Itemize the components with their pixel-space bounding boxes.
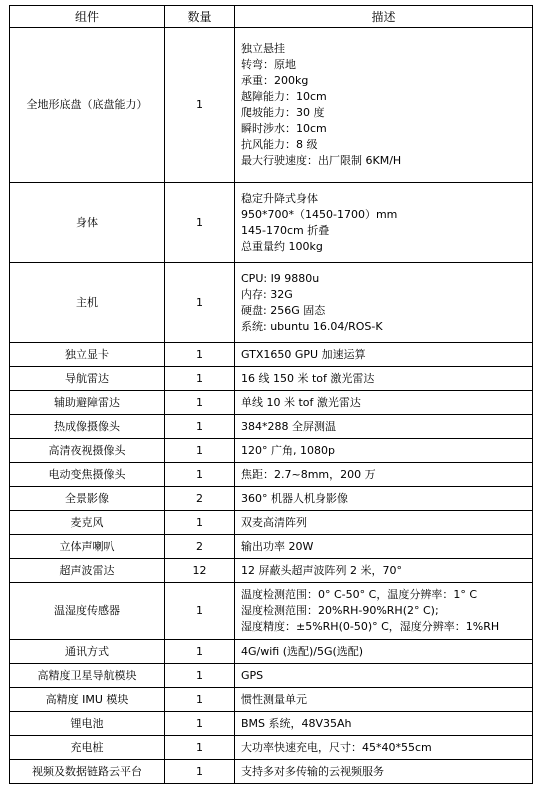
component-name: 高精度卫星导航模块 <box>10 664 165 688</box>
component-name: 电动变焦摄像头 <box>10 463 165 487</box>
component-description <box>235 28 533 183</box>
table-row <box>10 664 533 688</box>
description-line: 焦距：2.7~8mm，200 万 <box>241 467 376 481</box>
description-line: 120° 广角, 1080p <box>241 443 335 457</box>
component-quantity: 1 <box>165 712 235 736</box>
component-name: 独立显卡 <box>10 343 165 367</box>
description-line: 384*288 全屏测温 <box>241 419 336 433</box>
description-line: 大功率快速充电，尺寸：45*40*55cm <box>241 740 432 754</box>
component-quantity: 1 <box>165 343 235 367</box>
component-name: 全景影像 <box>10 487 165 511</box>
description-line: 12 屏蔽头超声波阵列 2 米，70° <box>241 563 402 577</box>
component-name: 充电桩 <box>10 736 165 760</box>
table-row <box>10 736 533 760</box>
header-component: 组件 <box>10 6 165 28</box>
table-row <box>10 688 533 712</box>
component-name: 超声波雷达 <box>10 559 165 583</box>
component-quantity: 1 <box>165 664 235 688</box>
description-line: 145-170cm 折叠 <box>241 223 330 237</box>
component-quantity: 2 <box>165 535 235 559</box>
component-description <box>235 712 533 736</box>
table-row <box>10 439 533 463</box>
component-name: 立体声喇叭 <box>10 535 165 559</box>
table-row <box>10 367 533 391</box>
component-quantity: 1 <box>165 263 235 343</box>
component-quantity: 1 <box>165 736 235 760</box>
description-line: 双麦高清阵列 <box>241 515 307 529</box>
description-line: 输出功率 20W <box>241 539 314 553</box>
description-line: 独立悬挂 <box>241 42 285 55</box>
description-line: 950*700*（1450-1700）mm <box>241 207 398 221</box>
description-line: CPU: I9 9880u <box>241 271 320 285</box>
description-line: 系统: ubuntu 16.04/ROS-K <box>241 319 383 333</box>
component-quantity: 1 <box>165 415 235 439</box>
description-line: 瞬时涉水：10cm <box>241 122 327 135</box>
component-description <box>235 511 533 535</box>
description-line: 最大行驶速度：出厂限制 6KM/H <box>241 154 402 167</box>
component-name: 辅助避障雷达 <box>10 391 165 415</box>
component-quantity: 1 <box>165 439 235 463</box>
component-description <box>235 263 533 343</box>
description-line: 稳定升降式身体 <box>241 191 318 205</box>
component-description <box>235 535 533 559</box>
component-description <box>235 367 533 391</box>
component-description <box>235 183 533 263</box>
description-line: 4G/wifi (选配)/5G(选配) <box>241 644 364 658</box>
description-line: GPS <box>241 668 264 682</box>
table-row <box>10 415 533 439</box>
component-quantity: 12 <box>165 559 235 583</box>
description-line: 爬坡能力：30 度 <box>241 106 325 119</box>
component-name: 锂电池 <box>10 712 165 736</box>
component-description <box>235 736 533 760</box>
component-name: 高清夜视摄像头 <box>10 439 165 463</box>
description-line: 越障能力：10cm <box>241 90 327 103</box>
component-quantity: 1 <box>165 463 235 487</box>
component-quantity: 1 <box>165 511 235 535</box>
table-row <box>10 712 533 736</box>
component-description <box>235 583 533 640</box>
component-description <box>235 760 533 784</box>
table-row <box>10 463 533 487</box>
component-quantity: 1 <box>165 183 235 263</box>
component-description <box>235 391 533 415</box>
header-row <box>10 6 533 28</box>
table-row <box>10 183 533 263</box>
component-name: 温湿度传感器 <box>10 583 165 640</box>
spec-table <box>9 5 533 784</box>
component-name: 导航雷达 <box>10 367 165 391</box>
component-description <box>235 343 533 367</box>
description-line: 转弯：原地 <box>241 58 296 71</box>
table-row <box>10 535 533 559</box>
table-row <box>10 760 533 784</box>
description-line: 湿度精度：±5%RH(0-50)° C，湿度分辨率：1%RH <box>241 620 500 633</box>
component-description <box>235 640 533 664</box>
description-line: 惯性测量单元 <box>241 692 307 706</box>
component-name: 身体 <box>10 183 165 263</box>
component-description <box>235 664 533 688</box>
component-name: 主机 <box>10 263 165 343</box>
component-quantity: 2 <box>165 487 235 511</box>
component-name: 全地形底盘（底盘能力） <box>10 28 165 183</box>
component-quantity: 1 <box>165 28 235 183</box>
component-quantity: 1 <box>165 688 235 712</box>
description-line: GTX1650 GPU 加速运算 <box>241 347 366 361</box>
component-name: 热成像摄像头 <box>10 415 165 439</box>
component-quantity: 1 <box>165 583 235 640</box>
description-line: 单线 10 米 tof 激光雷达 <box>241 395 361 409</box>
description-line: 内存: 32G <box>241 287 293 301</box>
description-line: 360° 机器人机身影像 <box>241 491 348 505</box>
table-row <box>10 583 533 640</box>
component-name: 通讯方式 <box>10 640 165 664</box>
component-description <box>235 439 533 463</box>
component-quantity: 1 <box>165 760 235 784</box>
component-quantity: 1 <box>165 367 235 391</box>
component-name: 麦克风 <box>10 511 165 535</box>
table-row <box>10 559 533 583</box>
component-name: 视频及数据链路云平台 <box>10 760 165 784</box>
description-line: 温度检测范围：0° C-50° C，温度分辨率：1° C <box>241 588 477 601</box>
description-line: 湿度检测范围：20%RH-90%RH(2° C); <box>241 604 439 617</box>
component-name: 高精度 IMU 模块 <box>10 688 165 712</box>
component-description <box>235 415 533 439</box>
table-row <box>10 391 533 415</box>
description-line: 16 线 150 米 tof 激光雷达 <box>241 371 375 385</box>
component-quantity: 1 <box>165 640 235 664</box>
component-description <box>235 559 533 583</box>
table-row <box>10 263 533 343</box>
description-line: 支持多对多传输的云视频服务 <box>241 764 384 778</box>
component-description <box>235 487 533 511</box>
table-row <box>10 28 533 183</box>
table-row <box>10 487 533 511</box>
component-description <box>235 688 533 712</box>
description-line: 抗风能力：8 级 <box>241 138 318 151</box>
description-line: 承重：200kg <box>241 74 309 87</box>
component-quantity: 1 <box>165 391 235 415</box>
description-line: 总重量约 100kg <box>241 239 323 253</box>
description-line: 硬盘: 256G 固态 <box>241 303 326 317</box>
component-description <box>235 463 533 487</box>
header-quantity: 数量 <box>165 6 235 28</box>
header-description: 描述 <box>235 6 533 28</box>
table-row <box>10 511 533 535</box>
table-row <box>10 640 533 664</box>
description-line: BMS 系统，48V35Ah <box>241 716 352 730</box>
table-row <box>10 343 533 367</box>
